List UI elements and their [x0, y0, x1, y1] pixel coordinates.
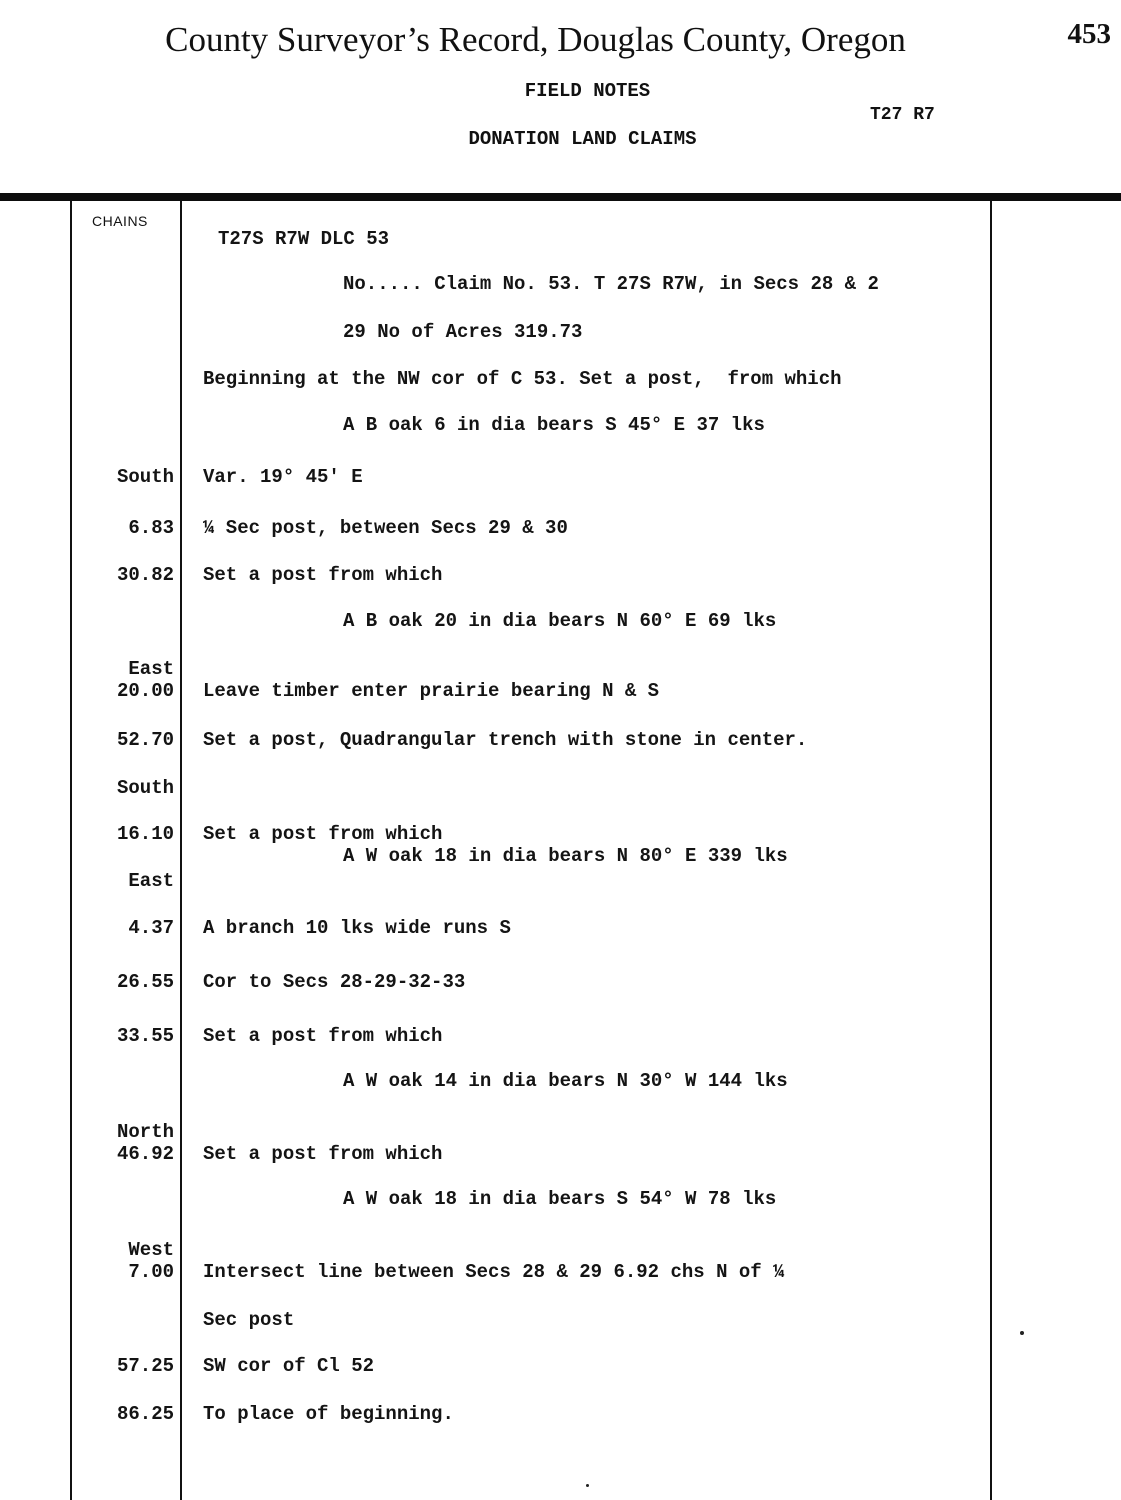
chain-value: 6.83 [128, 517, 174, 539]
chain-direction: East [128, 870, 174, 892]
note-line: Set a post, Quadrangular trench with stone in center. [203, 729, 808, 751]
note-line: A W oak 18 in dia bears N 80° E 339 lks [343, 845, 788, 867]
chain-value: 86.25 [116, 1403, 174, 1425]
claim-designation: T27S R7W DLC 53 [218, 228, 390, 250]
note-line: A branch 10 lks wide runs S [203, 917, 511, 939]
note-line: Set a post from which [203, 564, 443, 586]
note-line: Set a post from which [203, 1025, 443, 1047]
page-number: 453 [1067, 18, 1111, 50]
chain-value: 7.00 [128, 1261, 174, 1283]
ink-speck [586, 1484, 589, 1487]
chain-direction: South [116, 777, 174, 799]
chain-direction: West [128, 1239, 174, 1261]
chain-value: 20.00 [116, 680, 174, 702]
chains-column-divider [180, 201, 182, 1500]
chain-value: 33.55 [116, 1025, 174, 1047]
chain-value: 46.92 [116, 1143, 174, 1165]
township-range-code: T27 R7 [870, 105, 935, 125]
note-line: 29 No of Acres 319.73 [343, 321, 583, 343]
note-line: Set a post from which [203, 1143, 443, 1165]
note-line: Leave timber enter prairie bearing N & S [203, 680, 660, 702]
chain-value: 52.70 [116, 729, 174, 751]
note-line: Cor to Secs 28-29-32-33 [203, 971, 466, 993]
chain-direction: North [116, 1121, 174, 1143]
note-line: A B oak 6 in dia bears S 45° E 37 lks [343, 414, 765, 436]
chain-value: 30.82 [116, 564, 174, 586]
ink-speck [1020, 1331, 1024, 1335]
chain-value: South [116, 466, 174, 488]
note-line: A W oak 18 in dia bears S 54° W 78 lks [343, 1188, 777, 1210]
note-line: ¼ Sec post, between Secs 29 & 30 [203, 517, 568, 539]
chain-direction: East [128, 658, 174, 680]
left-margin-line [70, 201, 72, 1500]
header-rule [0, 193, 1121, 201]
note-line: Var. 19° 45' E [203, 466, 363, 488]
note-line: A W oak 14 in dia bears N 30° W 144 lks [343, 1070, 788, 1092]
note-line: Intersect line between Secs 28 & 29 6.92 chs N of ¼ [203, 1261, 785, 1283]
chain-value: 4.37 [128, 917, 174, 939]
chain-value: 16.10 [116, 823, 174, 845]
donation-land-claims-heading: DONATION LAND CLAIMS [468, 128, 697, 150]
note-line: Set a post from which [203, 823, 443, 845]
note-line: SW cor of Cl 52 [203, 1355, 375, 1377]
chain-value: 26.55 [116, 971, 174, 993]
chain-value: 57.25 [116, 1355, 174, 1377]
record-title: County Surveyor’s Record, Douglas County, Oregon [165, 20, 906, 59]
chains-column-header: CHAINS [92, 213, 148, 229]
note-line: No..... Claim No. 53. T 27S R7W, in Secs 28 & 2 [343, 273, 879, 295]
note-line: Beginning at the NW cor of C 53. Set a post, from which [203, 368, 842, 390]
note-line: Sec post [203, 1309, 295, 1331]
field-notes-heading: FIELD NOTES [524, 80, 651, 102]
right-margin-line [990, 201, 992, 1500]
note-line: To place of beginning. [203, 1403, 454, 1425]
note-line: A B oak 20 in dia bears N 60° E 69 lks [343, 610, 777, 632]
